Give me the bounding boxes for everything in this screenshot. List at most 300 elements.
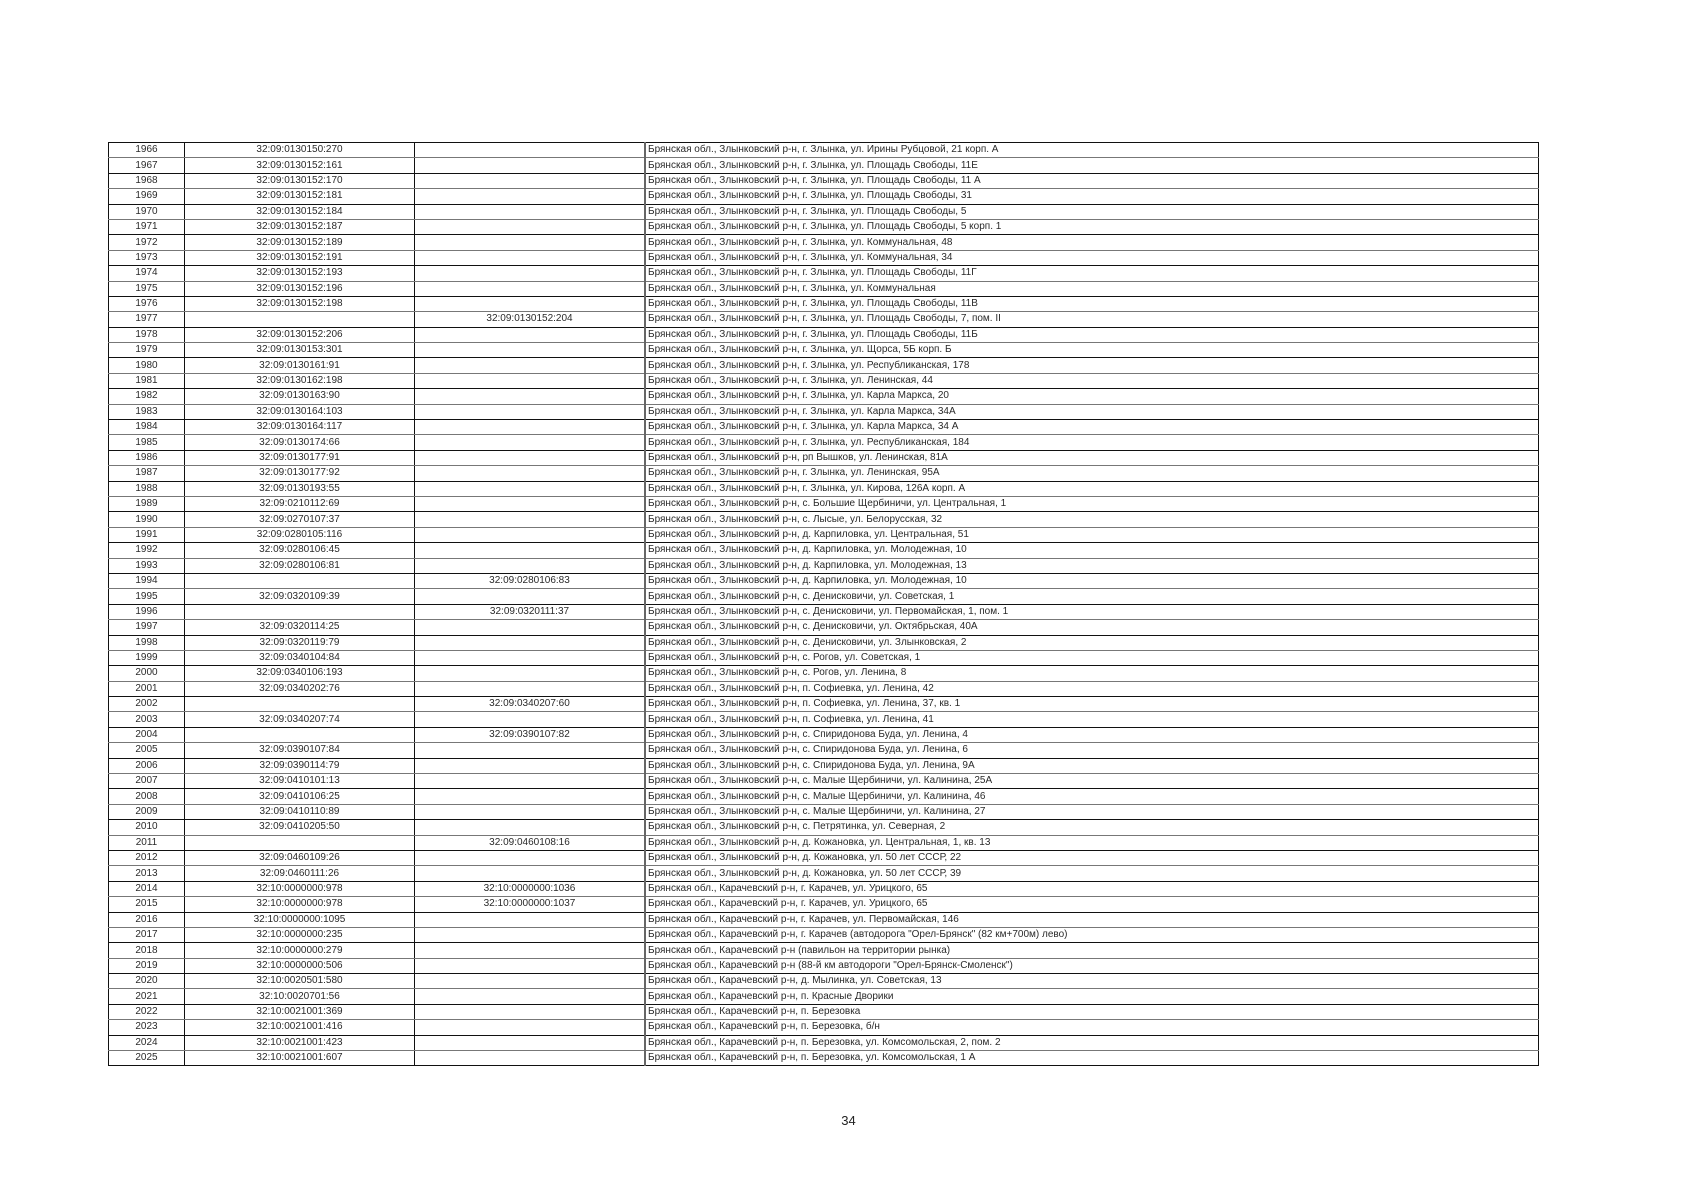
table-row [109, 1051, 1539, 1066]
table-row [109, 897, 1539, 912]
cadastral-number-cell: 32:09:0130177:92 [185, 466, 415, 481]
row-number-cell: 1986 [109, 450, 185, 465]
table-row [109, 804, 1539, 819]
table-row [109, 650, 1539, 665]
cadastral-number-cell: 32:09:0130193:55 [185, 481, 415, 496]
address-cell: Брянская обл., Карачевский р-н, п. Березовка [645, 1004, 1539, 1019]
row-number-cell: 2016 [109, 912, 185, 927]
cadastral-number-cell: 32:09:0340104:84 [185, 650, 415, 665]
table-row [109, 835, 1539, 850]
row-number-cell: 2008 [109, 789, 185, 804]
table-row [109, 450, 1539, 465]
related-cadastral-number-cell [415, 758, 646, 773]
related-cadastral-number-cell [415, 681, 646, 696]
related-cadastral-number-cell [415, 281, 646, 296]
table-row [109, 604, 1539, 619]
row-number-cell: 2006 [109, 758, 185, 773]
address-cell: Брянская обл., Злынковский р-н, с. Лысые, ул. Белорусская, 32 [645, 512, 1539, 527]
row-number-cell: 2024 [109, 1035, 185, 1050]
related-cadastral-number-cell [415, 589, 646, 604]
table-row [109, 496, 1539, 511]
cadastral-number-cell: 32:10:0021001:416 [185, 1020, 415, 1035]
related-cadastral-number-cell [415, 789, 646, 804]
cadastral-number-cell: 32:09:0320119:79 [185, 635, 415, 650]
related-cadastral-number-cell [415, 1020, 646, 1035]
related-cadastral-number-cell [415, 1004, 646, 1019]
row-number-cell: 2010 [109, 820, 185, 835]
row-number-cell: 2011 [109, 835, 185, 850]
address-cell: Брянская обл., Злынковский р-н, д. Кожановка, ул. Центральная, 1, кв. 13 [645, 835, 1539, 850]
row-number-cell: 2014 [109, 881, 185, 896]
table-row [109, 204, 1539, 219]
cadastral-number-cell: 32:09:0210112:69 [185, 496, 415, 511]
cadastral-number-cell: 32:10:0000000:978 [185, 881, 415, 896]
related-cadastral-number-cell [415, 343, 646, 358]
cadastral-number-cell: 32:10:0020501:580 [185, 974, 415, 989]
table-row [109, 527, 1539, 542]
related-cadastral-number-cell [415, 620, 646, 635]
cadastral-number-cell: 32:10:0000000:235 [185, 927, 415, 942]
cadastral-number-cell: 32:09:0130153:301 [185, 343, 415, 358]
cadastral-number-cell: 32:09:0460109:26 [185, 850, 415, 865]
row-number-cell: 1990 [109, 512, 185, 527]
table-row [109, 881, 1539, 896]
row-number-cell: 2022 [109, 1004, 185, 1019]
address-cell: Брянская обл., Злынковский р-н, г. Злынка, ул. Площадь Свободы, 11 А [645, 173, 1539, 188]
address-cell: Брянская обл., Злынковский р-н, г. Злынка, ул. Щорса, 5Б корп. Б [645, 343, 1539, 358]
table-row [109, 573, 1539, 588]
address-cell: Брянская обл., Злынковский р-н, г. Злынка, ул. Кирова, 126А корп. А [645, 481, 1539, 496]
cadastral-number-cell: 32:09:0130152:187 [185, 219, 415, 234]
cadastral-number-cell: 32:09:0130161:91 [185, 358, 415, 373]
cadastral-number-cell: 32:09:0130163:90 [185, 389, 415, 404]
related-cadastral-number-cell [415, 235, 646, 250]
address-cell: Брянская обл., Злынковский р-н, г. Злынка, ул. Коммунальная, 48 [645, 235, 1539, 250]
row-number-cell: 1974 [109, 266, 185, 281]
address-cell: Брянская обл., Злынковский р-н, г. Злынка, ул. Площадь Свободы, 5 [645, 204, 1539, 219]
row-number-cell: 1975 [109, 281, 185, 296]
cadastral-number-cell: 32:10:0021001:607 [185, 1051, 415, 1066]
address-cell: Брянская обл., Карачевский р-н, г. Карачев, ул. Урицкого, 65 [645, 897, 1539, 912]
table-row [109, 697, 1539, 712]
row-number-cell: 2004 [109, 727, 185, 742]
related-cadastral-number-cell [415, 250, 646, 265]
row-number-cell: 2007 [109, 774, 185, 789]
address-cell: Брянская обл., Карачевский р-н, г. Карачев (автодорога "Орел-Брянск" (82 км+700м) лево) [645, 927, 1539, 942]
row-number-cell: 1978 [109, 327, 185, 342]
address-cell: Брянская обл., Злынковский р-н, с. Денисковичи, ул. Первомайская, 1, пом. 1 [645, 604, 1539, 619]
address-cell: Брянская обл., Карачевский р-н, г. Карачев, ул. Первомайская, 146 [645, 912, 1539, 927]
cadastral-number-cell: 32:09:0340202:76 [185, 681, 415, 696]
row-number-cell: 1987 [109, 466, 185, 481]
table-row [109, 343, 1539, 358]
address-cell: Брянская обл., Злынковский р-н, г. Злынка, ул. Площадь Свободы, 31 [645, 189, 1539, 204]
cadastral-number-cell: 32:09:0130152:193 [185, 266, 415, 281]
address-cell: Брянская обл., Злынковский р-н, п. Софиевка, ул. Ленина, 37, кв. 1 [645, 697, 1539, 712]
table-row [109, 1004, 1539, 1019]
cadastral-number-cell [185, 727, 415, 742]
address-cell: Брянская обл., Злынковский р-н, п. Софиевка, ул. Ленина, 41 [645, 712, 1539, 727]
cadastral-number-cell: 32:10:0000000:1095 [185, 912, 415, 927]
table-row [109, 789, 1539, 804]
related-cadastral-number-cell [415, 481, 646, 496]
related-cadastral-number-cell [415, 912, 646, 927]
cadastral-number-cell [185, 835, 415, 850]
row-number-cell: 1989 [109, 496, 185, 511]
address-cell: Брянская обл., Злынковский р-н, г. Злынка, ул. Республиканская, 184 [645, 435, 1539, 450]
related-cadastral-number-cell [415, 527, 646, 542]
row-number-cell: 1988 [109, 481, 185, 496]
address-cell: Брянская обл., Злынковский р-н, г. Злынка, ул. Карла Маркса, 34 А [645, 420, 1539, 435]
related-cadastral-number-cell [415, 989, 646, 1004]
row-number-cell: 1984 [109, 420, 185, 435]
related-cadastral-number-cell [415, 635, 646, 650]
table-row [109, 927, 1539, 942]
table-row [109, 312, 1539, 327]
address-cell: Брянская обл., Злынковский р-н, г. Злынка, ул. Карла Маркса, 34А [645, 404, 1539, 419]
related-cadastral-number-cell [415, 435, 646, 450]
related-cadastral-number-cell [415, 358, 646, 373]
related-cadastral-number-cell [415, 1051, 646, 1066]
row-number-cell: 2015 [109, 897, 185, 912]
related-cadastral-number-cell [415, 189, 646, 204]
related-cadastral-number-cell [415, 389, 646, 404]
cadastral-number-cell: 32:09:0340106:193 [185, 666, 415, 681]
page-number: 34 [841, 1113, 856, 1128]
cadastral-number-cell: 32:10:0021001:423 [185, 1035, 415, 1050]
related-cadastral-number-cell [415, 943, 646, 958]
related-cadastral-number-cell [415, 450, 646, 465]
address-cell: Брянская обл., Злынковский р-н, с. Денисковичи, ул. Советская, 1 [645, 589, 1539, 604]
row-number-cell: 1982 [109, 389, 185, 404]
cadastral-number-cell: 32:09:0460111:26 [185, 866, 415, 881]
related-cadastral-number-cell [415, 866, 646, 881]
table-row [109, 296, 1539, 311]
cadastral-number-cell: 32:09:0280106:81 [185, 558, 415, 573]
cadastral-number-cell: 32:09:0280106:45 [185, 543, 415, 558]
address-cell: Брянская обл., Злынковский р-н, г. Злынка, ул. Площадь Свободы, 7, пом. II [645, 312, 1539, 327]
cadastral-number-cell: 32:09:0130152:184 [185, 204, 415, 219]
cadastral-number-cell: 32:09:0130177:91 [185, 450, 415, 465]
table-row [109, 235, 1539, 250]
cadastral-number-cell: 32:09:0320109:39 [185, 589, 415, 604]
table-row [109, 281, 1539, 296]
table-row [109, 820, 1539, 835]
address-cell: Брянская обл., Злынковский р-н, г. Злынка, ул. Площадь Свободы, 5 корп. 1 [645, 219, 1539, 234]
cadastral-number-cell: 32:10:0000000:978 [185, 897, 415, 912]
row-number-cell: 2005 [109, 743, 185, 758]
row-number-cell: 2013 [109, 866, 185, 881]
cadastral-number-cell: 32:09:0340207:74 [185, 712, 415, 727]
cadastral-number-cell: 32:09:0130152:181 [185, 189, 415, 204]
row-number-cell: 1969 [109, 189, 185, 204]
address-cell: Брянская обл., Злынковский р-н, г. Злынка, ул. Площадь Свободы, 11В [645, 296, 1539, 311]
address-cell: Брянская обл., Карачевский р-н (павильон на территории рынка) [645, 943, 1539, 958]
cadastral-number-cell: 32:09:0390107:84 [185, 743, 415, 758]
table-row [109, 404, 1539, 419]
row-number-cell: 1976 [109, 296, 185, 311]
table-row [109, 866, 1539, 881]
row-number-cell: 2025 [109, 1051, 185, 1066]
row-number-cell: 2017 [109, 927, 185, 942]
address-cell: Брянская обл., Злынковский р-н, с. Денисковичи, ул. Октябрьская, 40А [645, 620, 1539, 635]
cadastral-number-cell: 32:09:0130152:189 [185, 235, 415, 250]
address-cell: Брянская обл., Злынковский р-н, г. Злынка, ул. Коммунальная [645, 281, 1539, 296]
address-cell: Брянская обл., Злынковский р-н, с. Малые Щербиничи, ул. Калинина, 27 [645, 804, 1539, 819]
table-row [109, 389, 1539, 404]
table-row [109, 173, 1539, 188]
address-cell: Брянская обл., Злынковский р-н, с. Спиридонова Буда, ул. Ленина, 6 [645, 743, 1539, 758]
table-row [109, 712, 1539, 727]
row-number-cell: 1997 [109, 620, 185, 635]
related-cadastral-number-cell [415, 712, 646, 727]
cadastral-number-cell: 32:09:0410205:50 [185, 820, 415, 835]
table-row [109, 743, 1539, 758]
row-number-cell: 1968 [109, 173, 185, 188]
related-cadastral-number-cell [415, 543, 646, 558]
address-cell: Брянская обл., Злынковский р-н, с. Рогов, ул. Ленина, 8 [645, 666, 1539, 681]
address-cell: Брянская обл., Злынковский р-н, д. Кожановка, ул. 50 лет СССР, 22 [645, 850, 1539, 865]
related-cadastral-number-cell [415, 143, 646, 158]
address-cell: Брянская обл., Злынковский р-н, г. Злынка, ул. Площадь Свободы, 11Б [645, 327, 1539, 342]
cadastral-number-cell: 32:09:0130164:103 [185, 404, 415, 419]
row-number-cell: 2001 [109, 681, 185, 696]
table-row [109, 635, 1539, 650]
table-row [109, 143, 1539, 158]
table-row [109, 774, 1539, 789]
cadastral-number-cell: 32:09:0130164:117 [185, 420, 415, 435]
related-cadastral-number-cell [415, 804, 646, 819]
related-cadastral-number-cell [415, 512, 646, 527]
related-cadastral-number-cell [415, 1035, 646, 1050]
row-number-cell: 1980 [109, 358, 185, 373]
cadastral-number-cell [185, 573, 415, 588]
table-row [109, 666, 1539, 681]
table-row [109, 512, 1539, 527]
row-number-cell: 2018 [109, 943, 185, 958]
cadastral-number-cell [185, 697, 415, 712]
table-row [109, 481, 1539, 496]
cadastral-number-cell: 32:10:0000000:279 [185, 943, 415, 958]
related-cadastral-number-cell [415, 927, 646, 942]
table-row [109, 420, 1539, 435]
related-cadastral-number-cell [415, 373, 646, 388]
related-cadastral-number-cell: 32:09:0280106:83 [415, 573, 646, 588]
row-number-cell: 1993 [109, 558, 185, 573]
address-cell: Брянская обл., Злынковский р-н, с. Петрятинка, ул. Северная, 2 [645, 820, 1539, 835]
cadastral-number-cell: 32:09:0130174:66 [185, 435, 415, 450]
related-cadastral-number-cell [415, 496, 646, 511]
address-cell: Брянская обл., Злынковский р-н, с. Малые Щербиничи, ул. Калинина, 46 [645, 789, 1539, 804]
related-cadastral-number-cell [415, 420, 646, 435]
related-cadastral-number-cell [415, 650, 646, 665]
cadastral-number-cell: 32:09:0130152:170 [185, 173, 415, 188]
related-cadastral-number-cell [415, 266, 646, 281]
table-row [109, 219, 1539, 234]
address-cell: Брянская обл., Злынковский р-н, д. Карпиловка, ул. Центральная, 51 [645, 527, 1539, 542]
cadastral-number-cell: 32:09:0320114:25 [185, 620, 415, 635]
table-row [109, 943, 1539, 958]
address-cell: Брянская обл., Злынковский р-н, г. Злынка, ул. Площадь Свободы, 11Е [645, 158, 1539, 173]
table-row [109, 266, 1539, 281]
address-cell: Брянская обл., Злынковский р-н, д. Карпиловка, ул. Молодежная, 13 [645, 558, 1539, 573]
cadastral-number-cell: 32:09:0130152:198 [185, 296, 415, 311]
row-number-cell: 1999 [109, 650, 185, 665]
row-number-cell: 1966 [109, 143, 185, 158]
row-number-cell: 1995 [109, 589, 185, 604]
table-row [109, 850, 1539, 865]
row-number-cell: 1996 [109, 604, 185, 619]
cadastral-number-cell [185, 604, 415, 619]
related-cadastral-number-cell [415, 850, 646, 865]
related-cadastral-number-cell: 32:09:0130152:204 [415, 312, 646, 327]
row-number-cell: 1977 [109, 312, 185, 327]
table-row [109, 250, 1539, 265]
address-cell: Брянская обл., Злынковский р-н, с. Спиридонова Буда, ул. Ленина, 9А [645, 758, 1539, 773]
address-cell: Брянская обл., Злынковский р-н, д. Карпиловка, ул. Молодежная, 10 [645, 573, 1539, 588]
row-number-cell: 2000 [109, 666, 185, 681]
row-number-cell: 2002 [109, 697, 185, 712]
related-cadastral-number-cell [415, 743, 646, 758]
address-cell: Брянская обл., Карачевский р-н, п. Березовка, ул. Комсомольская, 1 А [645, 1051, 1539, 1066]
row-number-cell: 1972 [109, 235, 185, 250]
related-cadastral-number-cell [415, 204, 646, 219]
related-cadastral-number-cell: 32:09:0460108:16 [415, 835, 646, 850]
address-cell: Брянская обл., Карачевский р-н, п. Красные Дворики [645, 989, 1539, 1004]
cadastral-number-cell: 32:09:0410106:25 [185, 789, 415, 804]
address-cell: Брянская обл., Карачевский р-н, п. Березовка, б/н [645, 1020, 1539, 1035]
row-number-cell: 2021 [109, 989, 185, 1004]
address-cell: Брянская обл., Злынковский р-н, г. Злынка, ул. Ленинская, 44 [645, 373, 1539, 388]
cadastral-number-cell: 32:10:0021001:369 [185, 1004, 415, 1019]
table-row [109, 912, 1539, 927]
table-row [109, 958, 1539, 973]
related-cadastral-number-cell [415, 158, 646, 173]
related-cadastral-number-cell: 32:09:0390107:82 [415, 727, 646, 742]
row-number-cell: 2020 [109, 974, 185, 989]
table-row [109, 435, 1539, 450]
row-number-cell: 1973 [109, 250, 185, 265]
table-row [109, 1020, 1539, 1035]
related-cadastral-number-cell: 32:10:0000000:1037 [415, 897, 646, 912]
table-row [109, 727, 1539, 742]
table-row [109, 681, 1539, 696]
row-number-cell: 1992 [109, 543, 185, 558]
cadastral-number-cell: 32:09:0410110:89 [185, 804, 415, 819]
row-number-cell: 2023 [109, 1020, 185, 1035]
address-cell: Брянская обл., Злынковский р-н, с. Спиридонова Буда, ул. Ленина, 4 [645, 727, 1539, 742]
related-cadastral-number-cell [415, 404, 646, 419]
cadastral-number-cell: 32:10:0000000:506 [185, 958, 415, 973]
related-cadastral-number-cell: 32:09:0320111:37 [415, 604, 646, 619]
cadastral-number-cell: 32:09:0130152:206 [185, 327, 415, 342]
cadastral-number-cell: 32:09:0280105:116 [185, 527, 415, 542]
table-row [109, 1035, 1539, 1050]
address-cell: Брянская обл., Злынковский р-н, п. Софиевка, ул. Ленина, 42 [645, 681, 1539, 696]
table-row [109, 558, 1539, 573]
cadastral-number-cell [185, 312, 415, 327]
address-cell: Брянская обл., Карачевский р-н, д. Мылинка, ул. Советская, 13 [645, 974, 1539, 989]
table-row [109, 158, 1539, 173]
cadastral-number-cell: 32:09:0130150:270 [185, 143, 415, 158]
related-cadastral-number-cell [415, 558, 646, 573]
related-cadastral-number-cell [415, 774, 646, 789]
address-cell: Брянская обл., Злынковский р-н, г. Злынка, ул. Ленинская, 95А [645, 466, 1539, 481]
related-cadastral-number-cell [415, 296, 646, 311]
cadastral-number-cell: 32:09:0270107:37 [185, 512, 415, 527]
table-row [109, 466, 1539, 481]
address-cell: Брянская обл., Злынковский р-н, г. Злынка, ул. Площадь Свободы, 11Г [645, 266, 1539, 281]
row-number-cell: 1985 [109, 435, 185, 450]
address-cell: Брянская обл., Злынковский р-н, с. Рогов, ул. Советская, 1 [645, 650, 1539, 665]
table-row [109, 358, 1539, 373]
row-number-cell: 2009 [109, 804, 185, 819]
address-cell: Брянская обл., Злынковский р-н, д. Кожановка, ул. 50 лет СССР, 39 [645, 866, 1539, 881]
row-number-cell: 1967 [109, 158, 185, 173]
table-row [109, 327, 1539, 342]
cadastral-number-cell: 32:09:0130152:161 [185, 158, 415, 173]
row-number-cell: 1971 [109, 219, 185, 234]
cadastral-number-cell: 32:10:0020701:56 [185, 989, 415, 1004]
related-cadastral-number-cell [415, 958, 646, 973]
row-number-cell: 1998 [109, 635, 185, 650]
related-cadastral-number-cell [415, 219, 646, 234]
related-cadastral-number-cell [415, 974, 646, 989]
row-number-cell: 1979 [109, 343, 185, 358]
cadastral-number-cell: 32:09:0130162:198 [185, 373, 415, 388]
address-cell: Брянская обл., Злынковский р-н, с. Денисковичи, ул. Злынковская, 2 [645, 635, 1539, 650]
cadastral-number-cell: 32:09:0410101:13 [185, 774, 415, 789]
address-cell: Брянская обл., Злынковский р-н, с. Большие Щербиничи, ул. Центральная, 1 [645, 496, 1539, 511]
address-cell: Брянская обл., Карачевский р-н (88-й км автодороги "Орел-Брянск-Смоленск") [645, 958, 1539, 973]
address-cell: Брянская обл., Злынковский р-н, г. Злынка, ул. Коммунальная, 34 [645, 250, 1539, 265]
table-row [109, 758, 1539, 773]
row-number-cell: 1970 [109, 204, 185, 219]
row-number-cell: 2019 [109, 958, 185, 973]
related-cadastral-number-cell [415, 173, 646, 188]
row-number-cell: 2003 [109, 712, 185, 727]
table-row [109, 543, 1539, 558]
table-row [109, 974, 1539, 989]
table-row [109, 373, 1539, 388]
related-cadastral-number-cell [415, 327, 646, 342]
related-cadastral-number-cell: 32:09:0340207:60 [415, 697, 646, 712]
cadastral-number-cell: 32:09:0130152:196 [185, 281, 415, 296]
row-number-cell: 1994 [109, 573, 185, 588]
row-number-cell: 1991 [109, 527, 185, 542]
cadastral-number-cell: 32:09:0130152:191 [185, 250, 415, 265]
address-cell: Брянская обл., Злынковский р-н, д. Карпиловка, ул. Молодежная, 10 [645, 543, 1539, 558]
property-table [108, 142, 1539, 1066]
table-row [109, 189, 1539, 204]
table-row [109, 620, 1539, 635]
address-cell: Брянская обл., Злынковский р-н, рп Вышков, ул. Ленинская, 81А [645, 450, 1539, 465]
address-cell: Брянская обл., Карачевский р-н, г. Карачев, ул. Урицкого, 65 [645, 881, 1539, 896]
related-cadastral-number-cell [415, 466, 646, 481]
row-number-cell: 1983 [109, 404, 185, 419]
address-cell: Брянская обл., Злынковский р-н, г. Злынка, ул. Республиканская, 178 [645, 358, 1539, 373]
table-row [109, 589, 1539, 604]
address-cell: Брянская обл., Карачевский р-н, п. Березовка, ул. Комсомольская, 2, пом. 2 [645, 1035, 1539, 1050]
row-number-cell: 2012 [109, 850, 185, 865]
row-number-cell: 1981 [109, 373, 185, 388]
address-cell: Брянская обл., Злынковский р-н, с. Малые Щербиничи, ул. Калинина, 25А [645, 774, 1539, 789]
table-row [109, 989, 1539, 1004]
cadastral-number-cell: 32:09:0390114:79 [185, 758, 415, 773]
related-cadastral-number-cell: 32:10:0000000:1036 [415, 881, 646, 896]
address-cell: Брянская обл., Злынковский р-н, г. Злынка, ул. Карла Маркса, 20 [645, 389, 1539, 404]
address-cell: Брянская обл., Злынковский р-н, г. Злынка, ул. Ирины Рубцовой, 21 корп. А [645, 143, 1539, 158]
